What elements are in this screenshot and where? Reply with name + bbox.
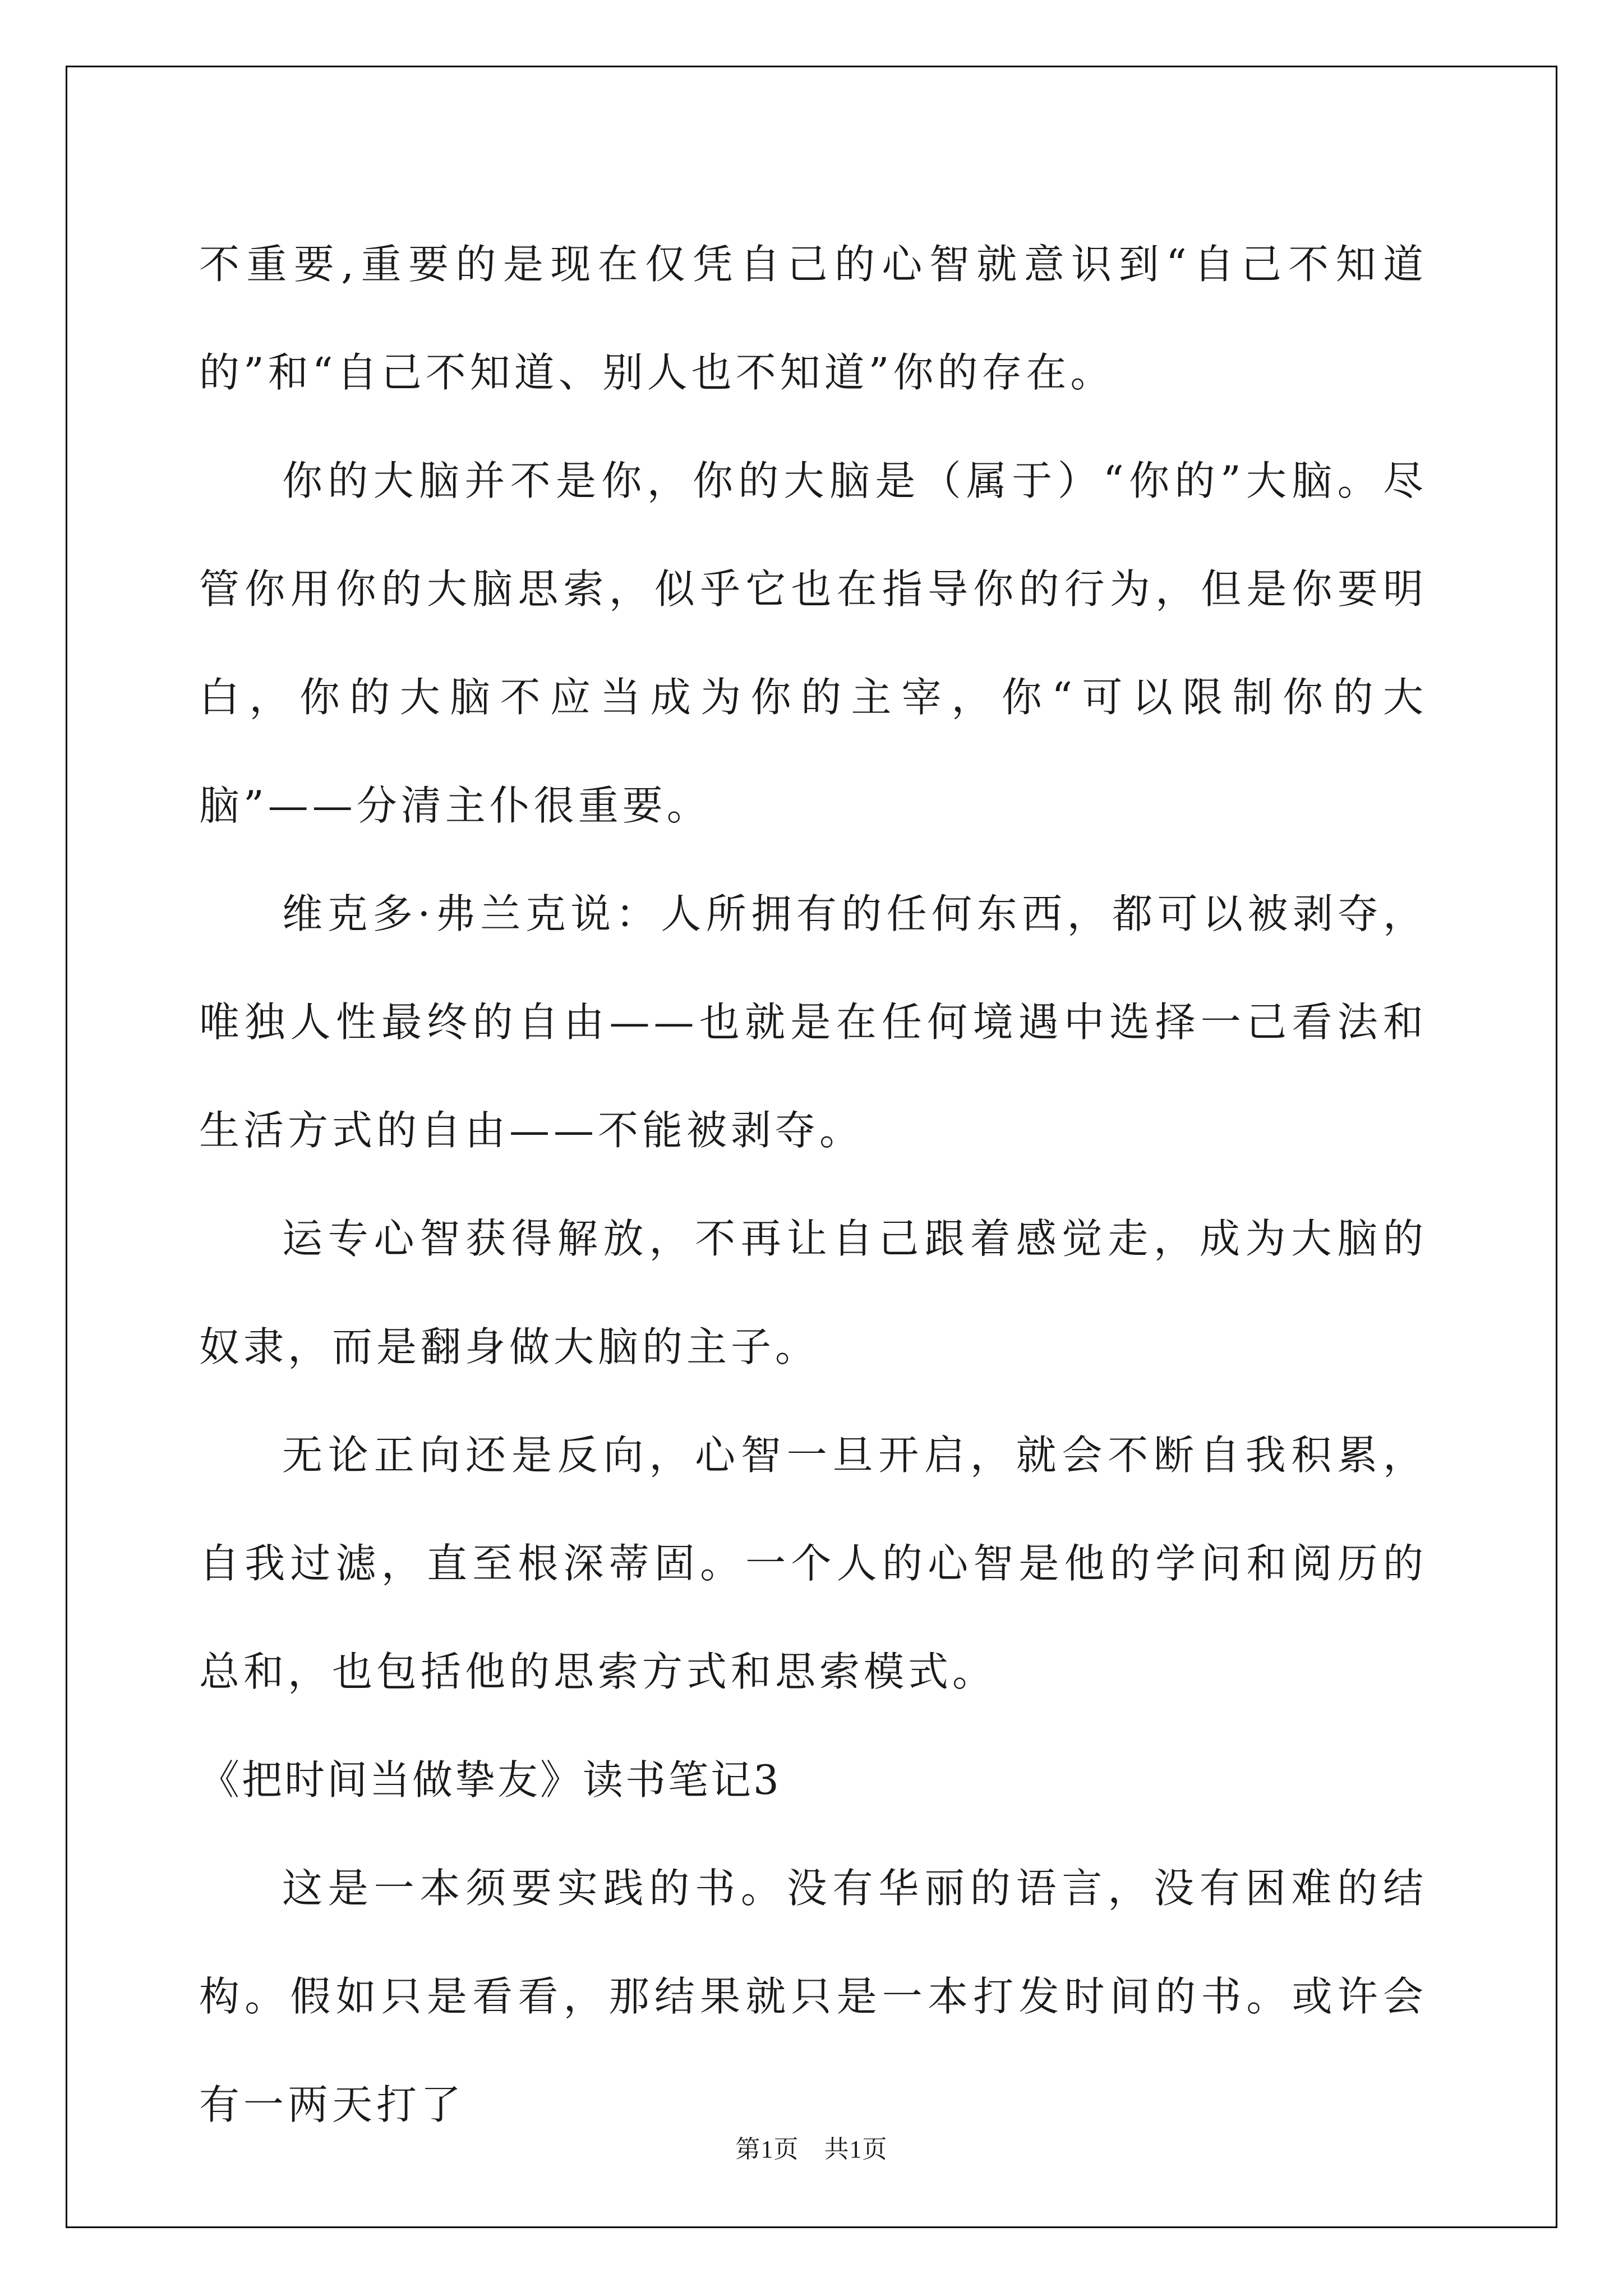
paragraph: 无论正向还是反向，心智一旦开启，就会不断自我积累，自我过滤，直至根深蒂固。一个人的心智是他的学问和阅历的总和，也包括他的思索方式和思索模式。: [199, 1432, 1427, 1695]
paragraph: 不重要,重要的是现在仅凭自己的心智就意识到“自己不知道的”和“自己不知道、别人也不知道”你的存在。: [199, 241, 1427, 396]
paragraph: 运专心智获得解放，不再让自己跟着感觉走，成为大脑的奴隶，而是翻身做大脑的主子。: [199, 1215, 1427, 1370]
page-footer: 第1页 共1页: [735, 2136, 888, 2163]
document-body: [199, 210, 1427, 2159]
paragraph: 维克多·弗兰克说：人所拥有的任何东西，都可以被剥夺，唯独人性最终的自由——也就是在任何境遇中选择一己看法和生活方式的自由——不能被剥夺。: [199, 890, 1427, 1154]
paragraph: 这是一本须要实践的书。没有华丽的语言，没有困难的结构。假如只是看看，那结果就只是一本打发时间的书。或许会有一两天打了: [199, 1865, 1427, 2128]
section-heading: 《把时间当做挚友》读书笔记3: [199, 1756, 781, 1803]
paragraph: 你的大脑并不是你，你的大脑是（属于）“你的”大脑。尽管你用你的大脑思索，似乎它也在指导你的行为，但是你要明白，你的大脑不应当成为你的主宰，你“可以限制你的大脑”——分清主仆很重要。: [199, 457, 1427, 829]
